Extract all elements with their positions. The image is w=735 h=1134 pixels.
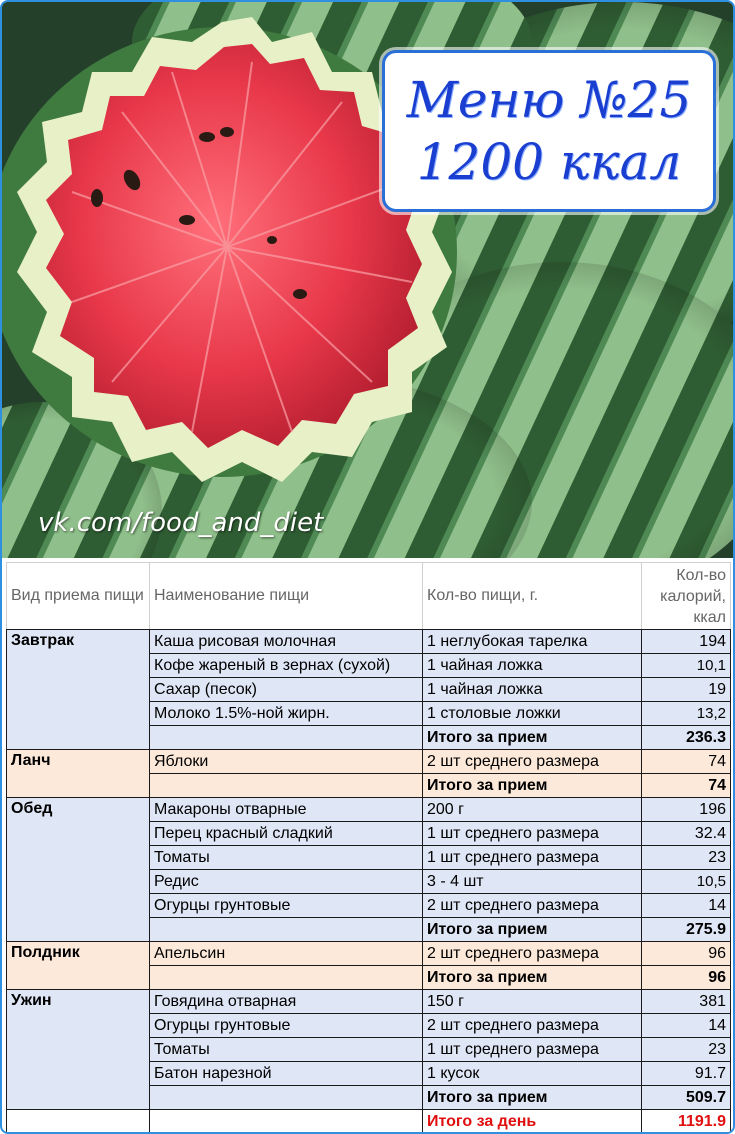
total-label: Итого за прием xyxy=(423,966,642,990)
amount-cell: 1 чайная ложка xyxy=(423,678,642,702)
kcal-cell: 91.7 xyxy=(642,1062,731,1086)
kcal-cell: 23 xyxy=(642,1038,731,1062)
food-cell: Томаты xyxy=(150,1038,423,1062)
food-cell: Батон нарезной xyxy=(150,1062,423,1086)
amount-cell: 2 шт среднего размера xyxy=(423,750,642,774)
amount-cell: 1 неглубокая тарелка xyxy=(423,630,642,654)
total-label: Итого за прием xyxy=(423,726,642,750)
day-total-value: 1191.9 xyxy=(642,1110,731,1134)
kcal-cell: 14 xyxy=(642,1014,731,1038)
meal-name: Завтрак xyxy=(7,630,150,750)
kcal-cell: 19 xyxy=(642,678,731,702)
table-row xyxy=(7,798,731,822)
amount-cell: 2 шт среднего размера xyxy=(423,942,642,966)
food-cell: Молоко 1.5%-ной жирн. xyxy=(150,702,423,726)
food-cell: Редис xyxy=(150,870,423,894)
kcal-cell: 381 xyxy=(642,990,731,1014)
header-kcal: Кол-во калорий, ккал xyxy=(642,563,731,630)
total-value: 509.7 xyxy=(642,1086,731,1110)
header-meal: Вид приема пищи xyxy=(7,563,150,630)
kcal-cell: 194 xyxy=(642,630,731,654)
food-cell: Апельсин xyxy=(150,942,423,966)
food-cell: Перец красный сладкий xyxy=(150,822,423,846)
table-row-day-total xyxy=(7,1110,731,1134)
day-total-label: Итого за день xyxy=(423,1110,642,1134)
food-cell-empty xyxy=(150,1110,423,1134)
food-cell: Сахар (песок) xyxy=(150,678,423,702)
meal-name: Полдник xyxy=(7,942,150,990)
meal-name: Обед xyxy=(7,798,150,942)
total-label: Итого за прием xyxy=(423,1086,642,1110)
food-cell-empty xyxy=(150,918,423,942)
menu-calories-title: 1200 ккал xyxy=(416,133,682,191)
total-value: 275.9 xyxy=(642,918,731,942)
meal-name: Ланч xyxy=(7,750,150,798)
table-row xyxy=(7,990,731,1014)
watermelon-photo xyxy=(2,2,733,558)
amount-cell: 150 г xyxy=(423,990,642,1014)
table-row xyxy=(7,630,731,654)
food-cell-empty xyxy=(150,726,423,750)
food-cell-empty xyxy=(150,966,423,990)
total-value: 74 xyxy=(642,774,731,798)
total-label: Итого за прием xyxy=(423,774,642,798)
kcal-cell: 32.4 xyxy=(642,822,731,846)
amount-cell: 2 шт среднего размера xyxy=(423,1014,642,1038)
amount-cell: 1 шт среднего размера xyxy=(423,1038,642,1062)
food-cell: Говядина отварная xyxy=(150,990,423,1014)
table-row xyxy=(7,750,731,774)
kcal-cell: 10,5 xyxy=(642,870,731,894)
kcal-cell: 96 xyxy=(642,942,731,966)
kcal-cell: 74 xyxy=(642,750,731,774)
food-cell: Каша рисовая молочная xyxy=(150,630,423,654)
amount-cell: 1 кусок xyxy=(423,1062,642,1086)
amount-cell: 200 г xyxy=(423,798,642,822)
food-cell-empty xyxy=(150,1086,423,1110)
kcal-cell: 196 xyxy=(642,798,731,822)
header-amount: Кол-во пищи, г. xyxy=(423,563,642,630)
food-cell: Томаты xyxy=(150,846,423,870)
menu-table xyxy=(6,562,731,1134)
table-header-row xyxy=(7,563,731,630)
source-watermark: vk.com/food_and_diet xyxy=(38,508,324,538)
menu-title: Меню №25 xyxy=(406,71,692,129)
total-label: Итого за прием xyxy=(423,918,642,942)
amount-cell: 1 шт среднего размера xyxy=(423,822,642,846)
food-cell: Кофе жареный в зернах (сухой) xyxy=(150,654,423,678)
kcal-cell: 13,2 xyxy=(642,702,731,726)
amount-cell: 1 чайная ложка xyxy=(423,654,642,678)
amount-cell: 1 шт среднего размера xyxy=(423,846,642,870)
kcal-cell: 10,1 xyxy=(642,654,731,678)
food-cell: Огурцы грунтовые xyxy=(150,1014,423,1038)
header-food: Наименование пищи xyxy=(150,563,423,630)
amount-cell: 2 шт среднего размера xyxy=(423,894,642,918)
meal-cell-empty xyxy=(7,1110,150,1134)
food-cell-empty xyxy=(150,774,423,798)
total-value: 96 xyxy=(642,966,731,990)
kcal-cell: 23 xyxy=(642,846,731,870)
food-cell: Макароны отварные xyxy=(150,798,423,822)
kcal-cell: 14 xyxy=(642,894,731,918)
amount-cell: 3 - 4 шт xyxy=(423,870,642,894)
food-cell: Огурцы грунтовые xyxy=(150,894,423,918)
amount-cell: 1 столовые ложки xyxy=(423,702,642,726)
food-cell: Яблоки xyxy=(150,750,423,774)
meal-name: Ужин xyxy=(7,990,150,1110)
menu-table-wrap xyxy=(6,562,730,1134)
menu-title-box xyxy=(382,50,716,212)
table-row xyxy=(7,942,731,966)
total-value: 236.3 xyxy=(642,726,731,750)
